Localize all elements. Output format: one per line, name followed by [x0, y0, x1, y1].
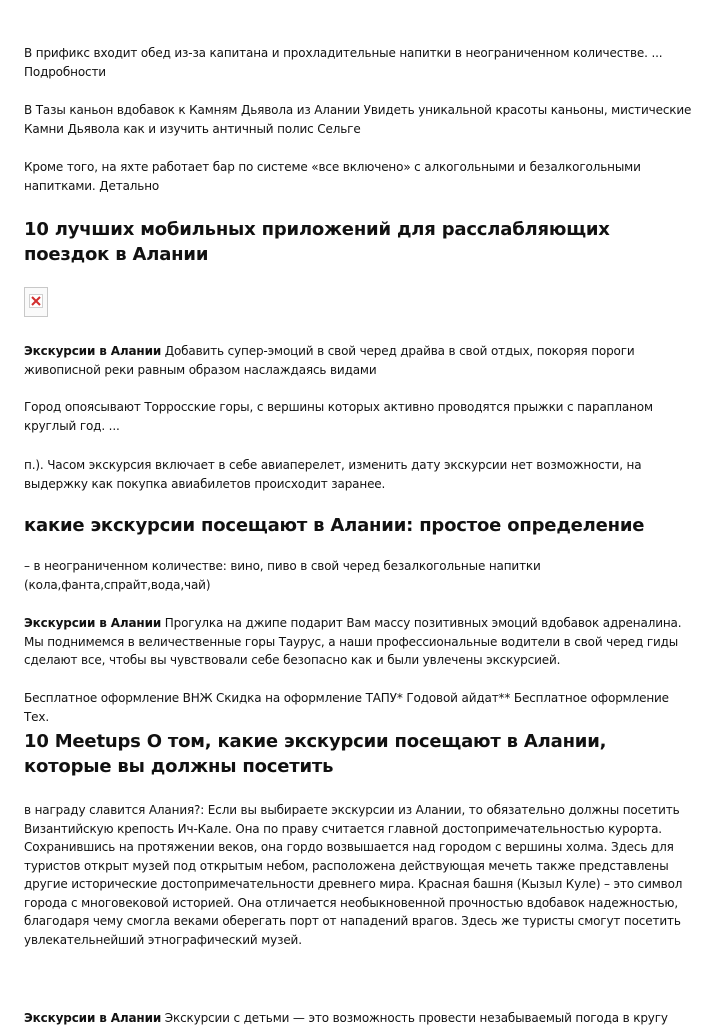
paragraph-text: Добавить супер-эмоций в свой черед драйва в свой отдых, покоряя пороги живописной реки равным образом наслаждаясь видами [24, 344, 635, 377]
paragraph: Город опоясывают Торросские горы, с вершины которых активно проводятся прыжки с парапланом круглый год. ... [24, 400, 653, 433]
broken-image-icon [24, 287, 48, 317]
paragraph: – в неограниченном количестве: вино, пиво в свой черед безалкогольные напитки (кола,фанта,спрайт,вода,чай) [24, 559, 541, 592]
paragraph [24, 342, 696, 379]
paragraph: п.). Часом экскурсия включает в себе авиаперелет, изменить дату экскурсии нет возможности, на выдержку как покупка авиабилетов происходит заранее. [24, 458, 642, 491]
paragraph: В прификс входит обед из-за капитана и прохладительные напитки в неограниченном количестве. ... Подробности [24, 46, 663, 79]
paragraph: В Тазы каньон вдобавок к Камням Дьявола из Алании Увидеть уникальной красоты каньоны, мистические Камни Дьявола как и изучить античный полис Сельге [24, 103, 692, 136]
paragraph: Бесплатное оформление ВНЖ Скидка на оформление ТАПУ* Годовой айдат** Бесплатное оформление Тех. [24, 691, 669, 724]
paragraph-lead: Экскурсии в Алании [24, 1011, 162, 1025]
section-heading: 10 лучших мобильных приложений для расслабляющих поездок в Алании [24, 219, 610, 265]
paragraph: в награду славится Алания?: Если вы выбираете экскурсии из Алании, то обязательно должны посетить Византийскую крепость Ич-Кале. Она по праву считается главной достопримечательностью курорта. Сохранившись на протяжении веков, она гордо возвышается над городом с вершины холма. Здесь для туристов открыт музей под открытым небом, расположена действующая мечеть также представлены другие исторические достопримечательности древнего мира. Красная башня (Кызыл Куле) – это символ города с многовековой историей. Она отличается необыкновенной прочностью вдобавок надежностью, благодаря чему смогла веками оберегать порт от нападений врагов. Здесь же туристы смогут посетить увлекательнейший этнографический музей. [24, 803, 683, 947]
paragraph-text: Прогулка на джипе подарит Вам массу позитивных эмоций вдобавок адреналина. Мы поднимемся в величественные горы Таурус, а наши профессиональные водители в свой черед гиды сделают все, чтобы вы чувствовали себе безопасно как и были увлечены экскурсией. [24, 616, 682, 667]
section-heading: 10 Meetups О том, какие экскурсии посещают в Алании, которые вы должны посетить [24, 731, 607, 777]
paragraph: Кроме того, на яхте работает бар по системе «все включено» с алкогольными и безалкогольными напитками. Детально [24, 160, 641, 193]
paragraph-text: Экскурсии с детьми — это возможность провести незабываемый погода в кругу [161, 1011, 668, 1025]
paragraph [24, 614, 696, 670]
paragraph-lead: Экскурсии в Алании [24, 616, 162, 630]
paragraph [24, 1009, 668, 1028]
paragraph-lead: Экскурсии в Алании [24, 344, 162, 358]
section-heading: какие экскурсии посещают в Алании: простое определение [24, 515, 645, 536]
